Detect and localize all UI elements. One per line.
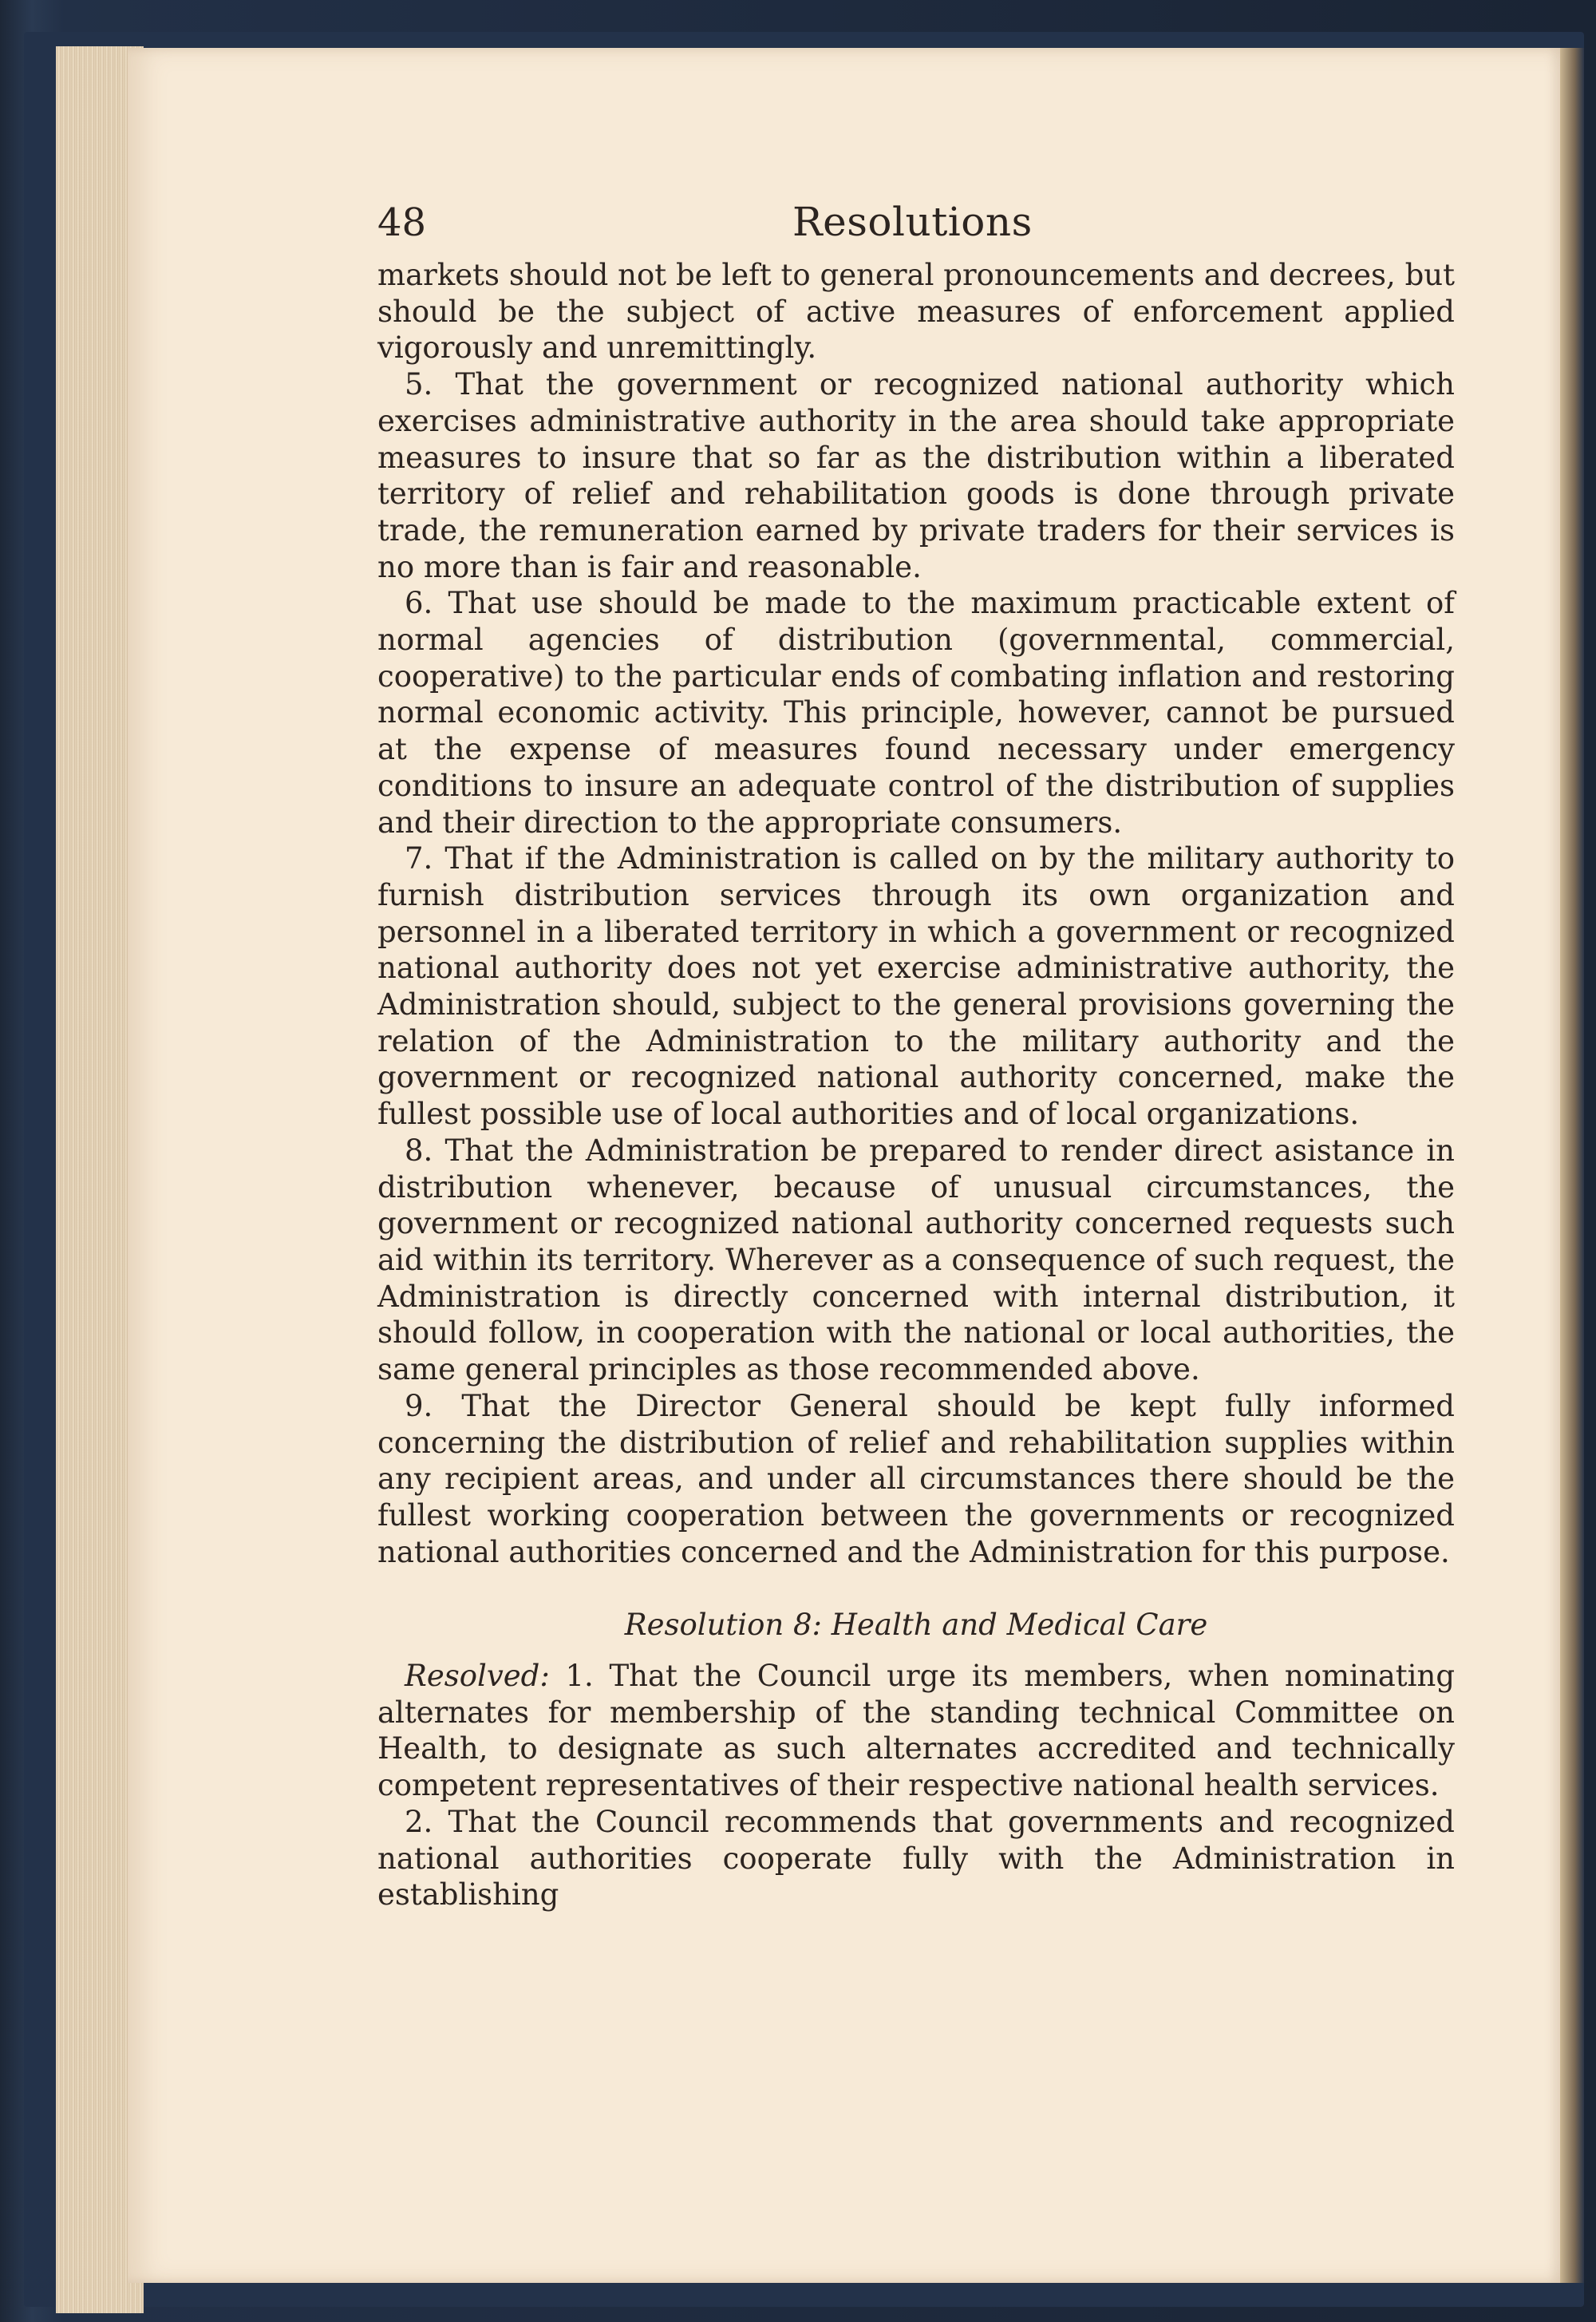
paragraph-continuation: markets should not be left to general pronouncements and decrees, but should be the subject of active measures of enforcement applied vigorously and unremittingly. [377, 258, 1455, 366]
running-head: Resolutions [792, 199, 1033, 245]
resolved-item-1-text: 1. That the Council urge its members, when nominating alternates for membership of the standing technical Committee on Health, to designate as such alternates accredited and technically competent representatives of their respective national health services. [377, 1659, 1455, 1803]
section-title: Resolution 8: Health and Medical Care [624, 1608, 1208, 1643]
paragraph-item-7: 7. That if the Administration is called on by the military authority to furnish distribution services through its own organization and personnel in a liberated territory in which a government or recognized national authority does not yet exercise administrative authority, the Administration should, subject to the general provisions governing the relation of the Administration to the military authority and the government or recognized national authority concerned, make the fullest possible use of local authorities and of local organizations. [377, 841, 1455, 1132]
paragraph-item-9: 9. That the Director General should be kept fully informed concerning the distribution of relief and rehabilitation supplies within any recipient areas, and under all circumstances there should be the fullest working cooperation between the governments or recognized national authorities concerned and the Administration for this purpose. [377, 1388, 1455, 1569]
page-text [377, 199, 1455, 1913]
paragraph-resolved-1 [377, 1658, 1455, 1804]
page-number: 48 [377, 200, 427, 245]
paragraph-item-8: 8. That the Administration be prepared to render direct asistance in distribution whenever, because of unusual circumstances, the government or recognized national authority concerned requests such aid within its territory. Wherever as a consequence of such request, the Administration is directly concerned with internal distribution, it should follow, in cooperation with the national or local authorities, the same general principles as those recommended above. [377, 1133, 1455, 1387]
page-header [377, 199, 1455, 254]
paragraph-resolved-2: 2. That the Council recommends that governments and recognized national authorities cooperate fully with the Administration in establishing [377, 1804, 1455, 1913]
resolved-label: Resolved: [405, 1659, 550, 1694]
paragraph-item-6: 6. That use should be made to the maximum practicable extent of normal agencies of distribution (governmental, commercial, cooperative) to the particular ends of combating inflation and restoring normal economic activity. This principle, however, cannot be pursued at the expense of measures found necessary under emergency conditions to insure an adequate control of the distribution of supplies and their direction to the appropriate consumers. [377, 586, 1455, 840]
paragraph-item-5: 5. That the government or recognized national authority which exercises administrative authority in the area should take appropriate measures to insure that so far as the distribution within a liberated territory of relief and rehabilitation goods is done through private trade, the remuneration earned by private traders for their services is no more than is fair and reasonable. [377, 367, 1455, 584]
page-gutter-shadow [1560, 48, 1584, 2283]
